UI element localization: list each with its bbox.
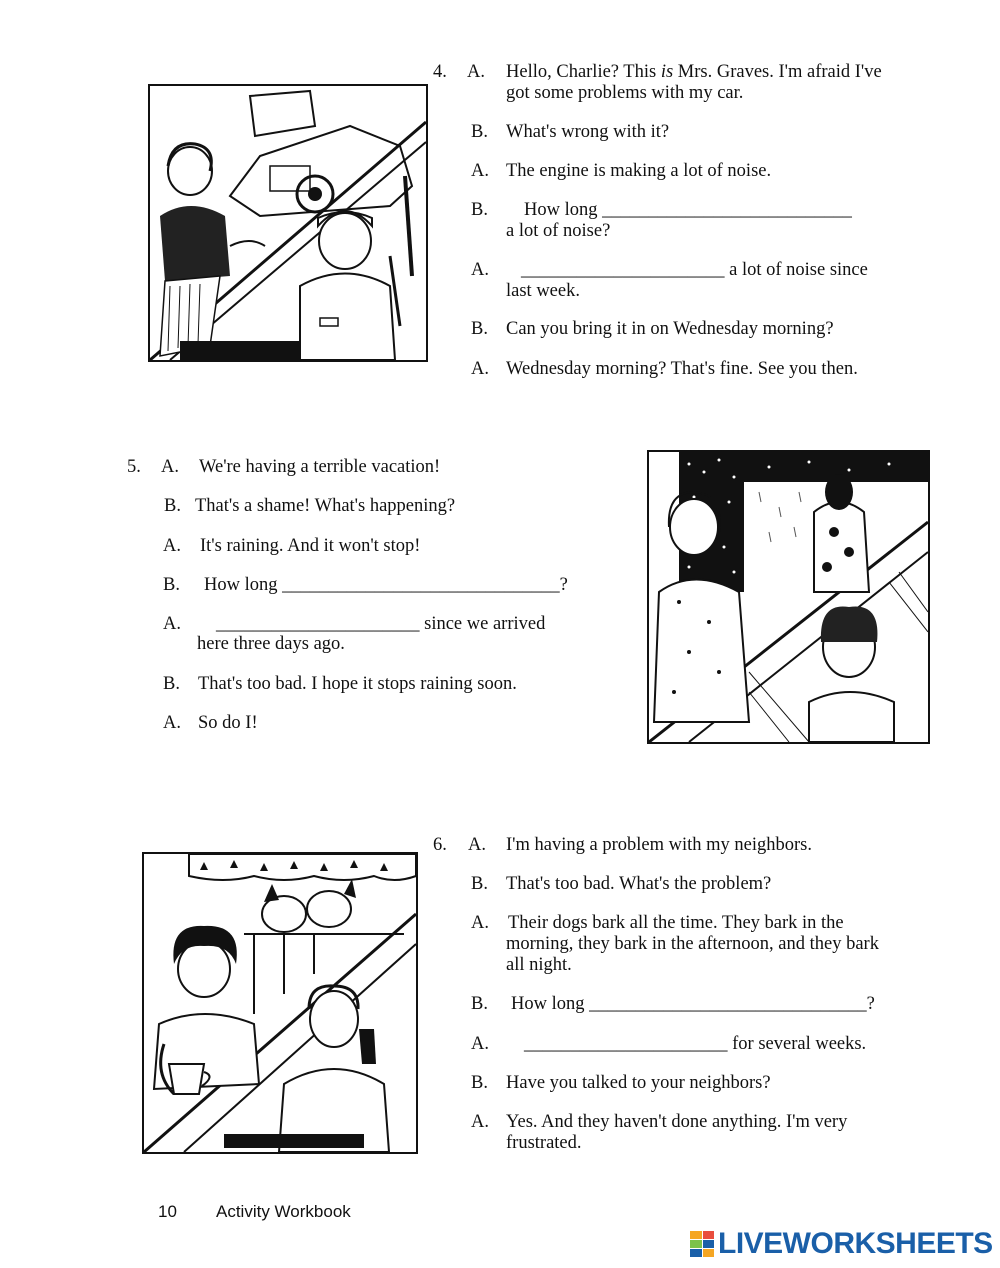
dialogue-text-with-blank[interactable]: ______________________ a lot of noise since xyxy=(521,260,868,280)
dialogue-text: That's too bad. What's the problem? xyxy=(506,874,772,894)
speaker-label: A. xyxy=(468,835,486,855)
dialogue-text-part: Mrs. Graves. I'm afraid I've xyxy=(673,62,882,82)
dialogue-text: What's wrong with it? xyxy=(506,122,670,142)
dialogue-text: The engine is making a lot of noise. xyxy=(506,161,772,181)
emphasis-word: is xyxy=(660,62,674,82)
dialogue-text: Have you talked to your neighbors? xyxy=(506,1073,771,1093)
neighbors-dogs-drawing xyxy=(144,854,416,1152)
exercise-number: 6. xyxy=(433,835,447,855)
car-mechanic-drawing xyxy=(150,86,426,360)
dialogue-continuation: here three days ago. xyxy=(197,634,345,654)
dialogue-text: It's raining. And it won't stop! xyxy=(200,536,421,556)
dialogue-continuation: got some problems with my car. xyxy=(506,83,744,103)
dialogue-text: That's too bad. I hope it stops raining soon. xyxy=(198,674,517,694)
dialogue-text-part: Hello, Charlie? This xyxy=(506,62,661,82)
dialogue-text-with-blank[interactable]: How long ______________________________? xyxy=(511,994,875,1014)
dialogue-text-with-blank[interactable]: ______________________ for several weeks. xyxy=(524,1034,867,1054)
dialogue-text-with-blank[interactable]: How long ___________________________ xyxy=(524,200,852,220)
dialogue-text-with-blank[interactable]: How long ______________________________? xyxy=(204,575,568,595)
liveworksheets-logo[interactable] xyxy=(690,1228,993,1260)
dialogue-text: I'm having a problem with my neighbors. xyxy=(506,835,812,855)
speaker-label: A. xyxy=(471,913,489,933)
speaker-label: B. xyxy=(164,496,181,516)
dialogue-continuation: all night. xyxy=(506,955,572,975)
ex6-illustration xyxy=(142,852,418,1154)
dialogue-continuation: frustrated. xyxy=(506,1133,582,1153)
speaker-label: A. xyxy=(471,1034,489,1054)
dialogue-text: That's a shame! What's happening? xyxy=(195,496,456,516)
dialogue-text: Wednesday morning? That's fine. See you then. xyxy=(506,359,858,379)
speaker-label: B. xyxy=(471,994,488,1014)
dialogue-text-with-blank[interactable]: ______________________ since we arrived xyxy=(216,614,546,634)
liveworksheets-logo-icon xyxy=(690,1231,714,1257)
speaker-label: B. xyxy=(471,319,488,339)
book-title: Activity Workbook xyxy=(216,1202,351,1221)
speaker-label: B. xyxy=(471,874,488,894)
speaker-label: A. xyxy=(161,457,179,477)
speaker-label: B. xyxy=(163,575,180,595)
dialogue-continuation: morning, they bark in the afternoon, and they bark xyxy=(506,934,879,954)
speaker-label: A. xyxy=(467,62,485,82)
speaker-label: B. xyxy=(471,1073,488,1093)
speaker-label: B. xyxy=(471,122,488,142)
speaker-label: B. xyxy=(163,674,180,694)
dialogue-continuation: a lot of noise? xyxy=(506,221,611,241)
exercise-number: 5. xyxy=(127,457,141,477)
dialogue-text xyxy=(506,62,882,83)
speaker-label: A. xyxy=(471,359,489,379)
speaker-label: A. xyxy=(471,1112,489,1132)
exercise-number: 4. xyxy=(433,62,447,82)
speaker-label: A. xyxy=(163,536,181,556)
ex4-illustration xyxy=(148,84,428,362)
dialogue-text: Yes. And they haven't done anything. I'm very xyxy=(506,1112,848,1132)
speaker-label: A. xyxy=(163,713,181,733)
speaker-label: A. xyxy=(471,161,489,181)
liveworksheets-logo-text: LIVEWORKSHEETS xyxy=(718,1227,993,1260)
dialogue-text: Can you bring it in on Wednesday morning? xyxy=(506,319,834,339)
speaker-label: A. xyxy=(163,614,181,634)
dialogue-continuation: last week. xyxy=(506,281,580,301)
ex5-illustration xyxy=(647,450,930,744)
dialogue-text: So do I! xyxy=(198,713,258,733)
speaker-label: B. xyxy=(471,200,488,220)
rain-vacation-drawing xyxy=(649,452,928,742)
dialogue-text: We're having a terrible vacation! xyxy=(199,457,441,477)
dialogue-text: Their dogs bark all the time. They bark in the xyxy=(508,913,844,933)
speaker-label: A. xyxy=(471,260,489,280)
page-number: 10 xyxy=(158,1202,177,1221)
